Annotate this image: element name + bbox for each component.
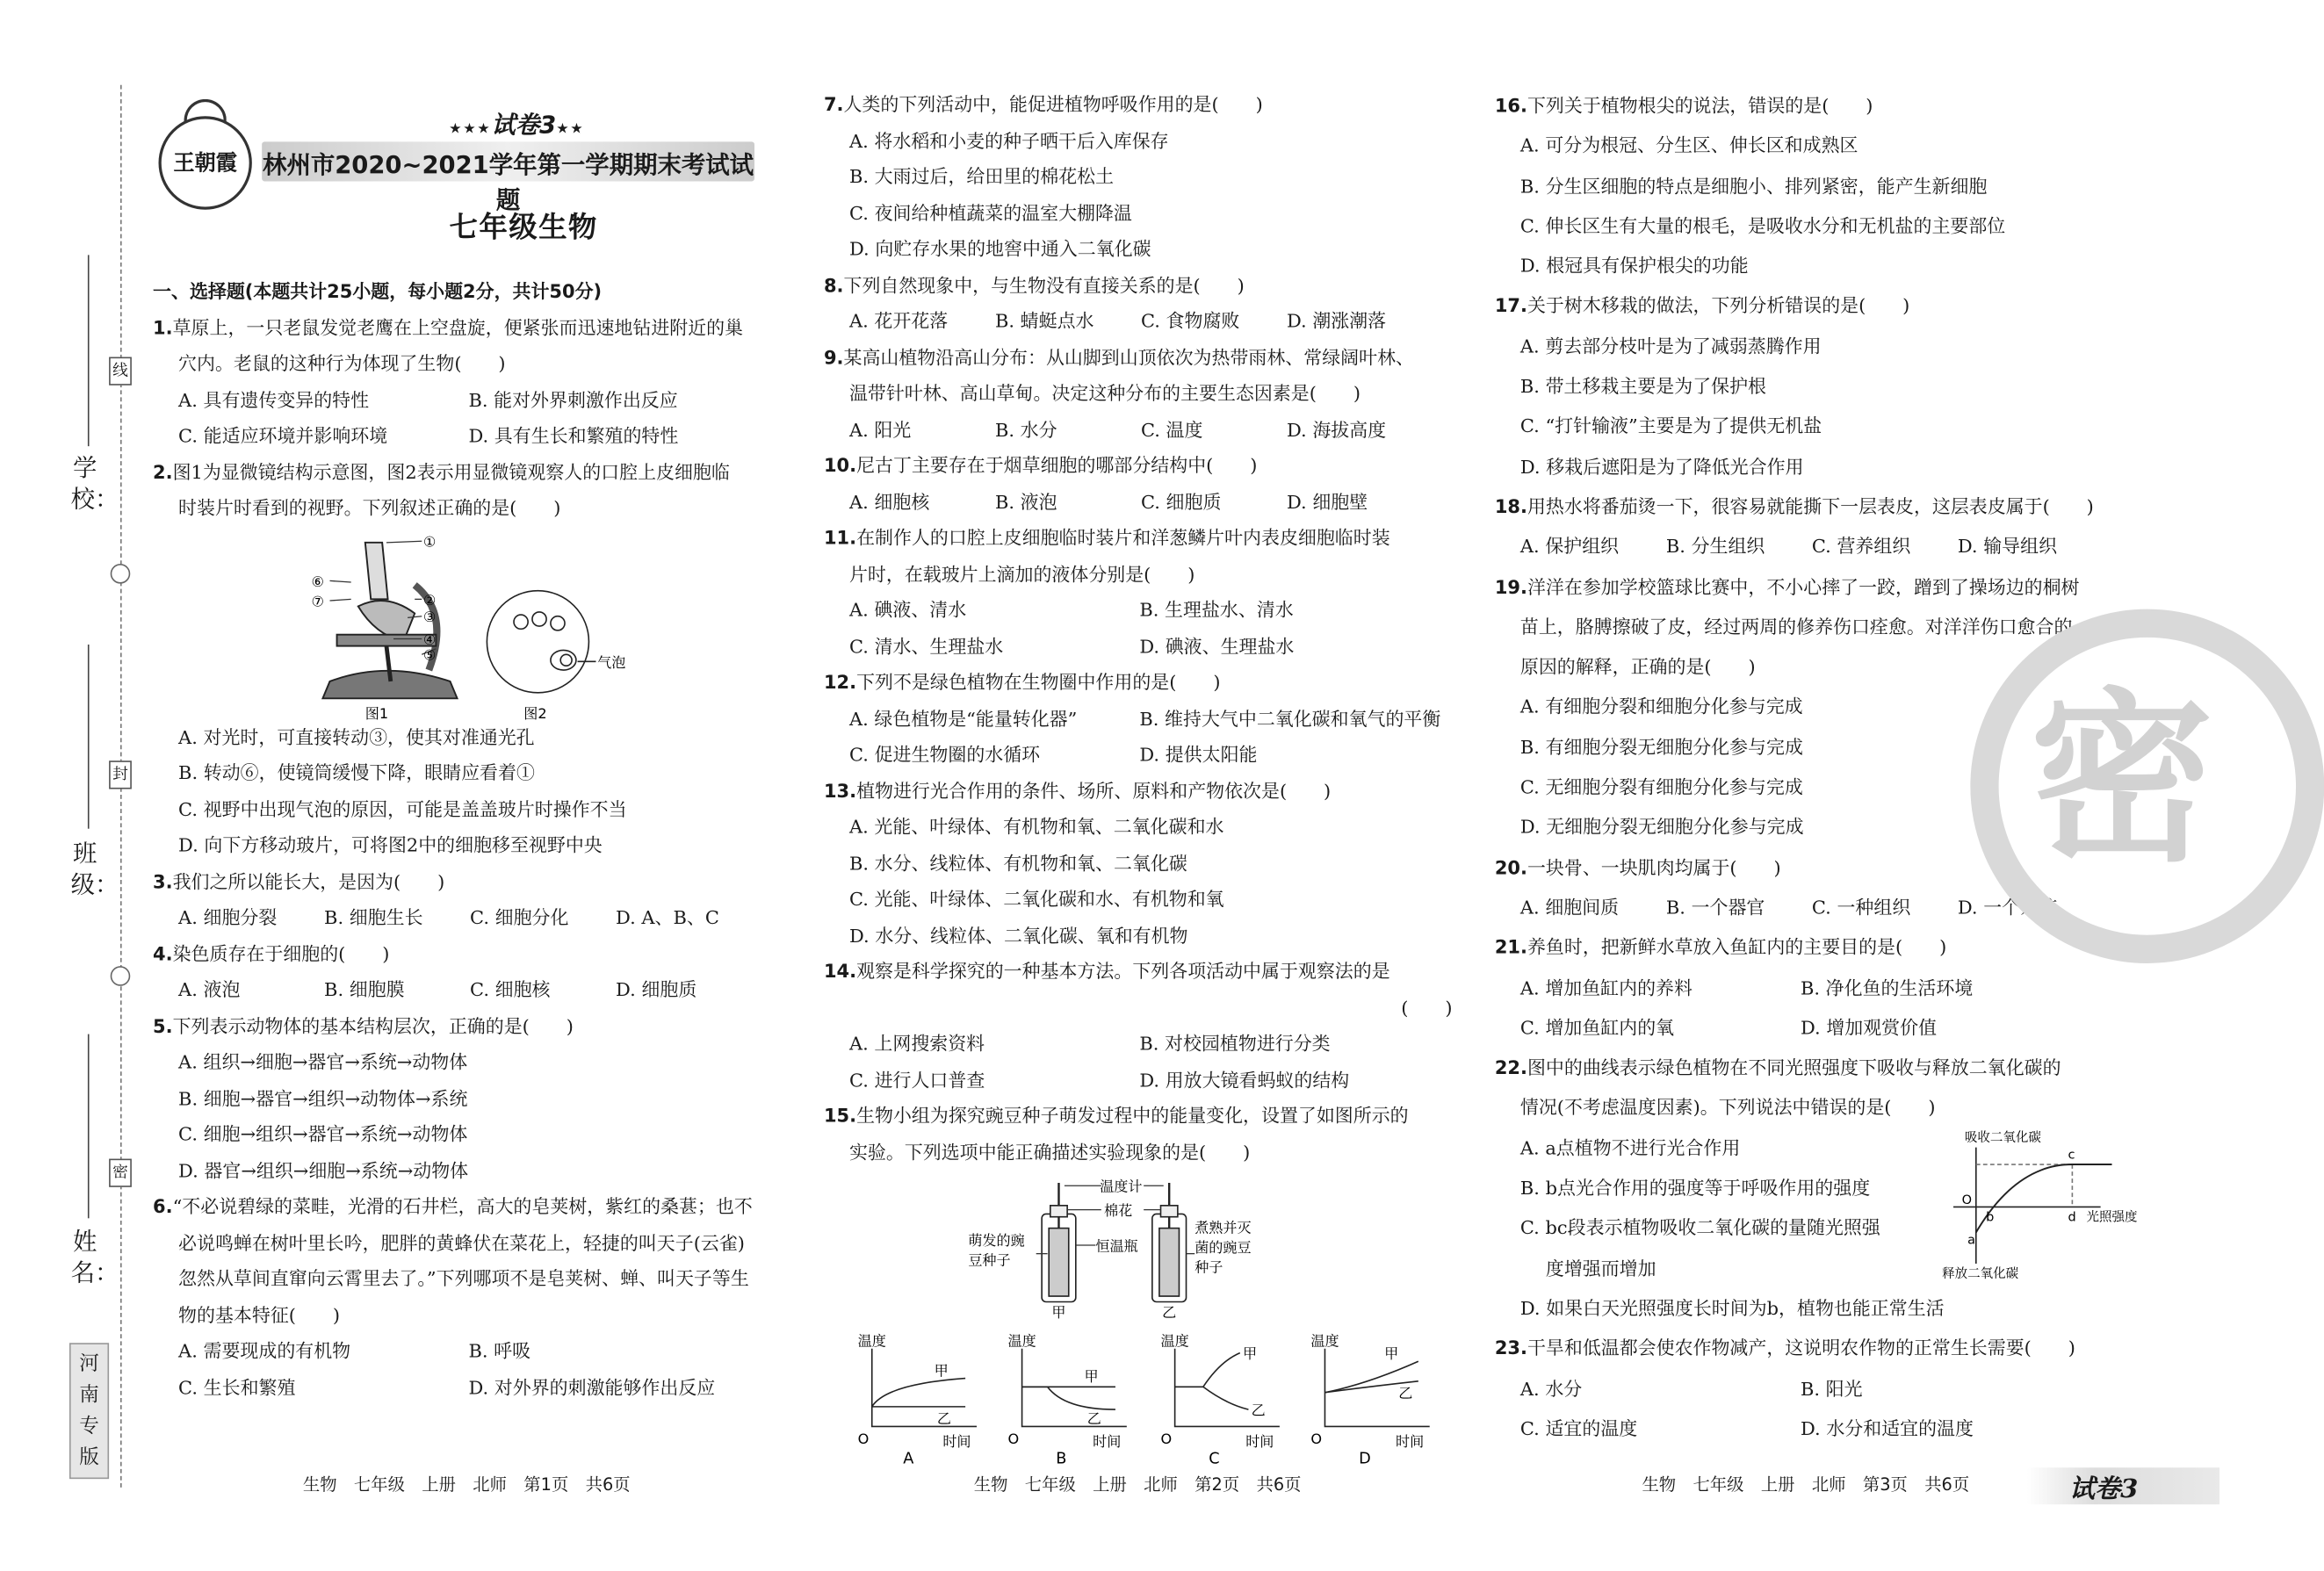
question-number: 10.: [823, 456, 857, 478]
right-flask-label: 煮熟并灭: [1194, 1219, 1252, 1236]
seal-mark-secret: 密: [109, 1159, 132, 1187]
question-text: 温带针叶林、高山草甸。决定这种分布的主要生态因素是( ): [848, 384, 1361, 406]
question-number: 22.: [1494, 1058, 1527, 1080]
microscope-figure: [153, 528, 787, 720]
options-row: [824, 486, 1463, 522]
question-text: 片时，在载玻片上滴加的液体分别是( ): [848, 564, 1195, 587]
thermos-flask-jia: [1042, 1183, 1076, 1302]
option-b[interactable]: B. 阳光: [1800, 1379, 1863, 1401]
question-number: 15.: [823, 1106, 857, 1128]
question-text: 图1为显微镜结构示意图，图2表示用显微镜观察人的口腔上皮细胞临: [172, 462, 730, 484]
options-row: [153, 1371, 787, 1407]
option-c[interactable]: C. 温度: [1140, 420, 1203, 442]
question-text: 下列表示动物体的基本结构层次，正确的是( ): [172, 1016, 574, 1038]
edition-char: 专: [79, 1415, 99, 1438]
question-number: 19.: [1494, 577, 1527, 599]
question-3: [153, 865, 787, 901]
graph-y-label: 温度: [1007, 1332, 1036, 1350]
question-text: 人类的下列活动中，能促进植物呼吸作用的是( ): [843, 95, 1263, 117]
option-b[interactable]: B. 能对外界刺激作出反应: [468, 390, 678, 412]
school-label: 学校：: [70, 454, 119, 515]
option-b[interactable]: B. 对校园植物进行分类: [1139, 1034, 1331, 1056]
option-d[interactable]: D. A、B、C: [616, 908, 719, 930]
paper-number-text: 试卷3: [491, 112, 557, 141]
question-text: 洋洋在参加学校篮球比赛中，不小心摔了一跤，蹭到了操场边的桐树: [1526, 577, 2080, 599]
right-flask-label: 种子: [1194, 1258, 1223, 1276]
question-text: 某高山植物沿高山分布：从山脚到山顶依次为热带雨林、常绿阔叶林、: [843, 348, 1414, 370]
option-a[interactable]: A. a点植物不进行光合作用: [1519, 1138, 1741, 1160]
curve-yi-label: 乙: [1251, 1402, 1266, 1419]
bubble-label: 气泡: [597, 652, 626, 670]
edition-char: 版: [79, 1446, 99, 1469]
question-23: [1495, 1330, 2146, 1371]
binding-hole: [111, 564, 131, 584]
footer-paper-tag: [2027, 1467, 2219, 1504]
footer-paper-tag-text: 试卷3: [2069, 1474, 2139, 1505]
paper-number: [410, 104, 623, 139]
figure-2-caption: 图2: [523, 704, 547, 722]
question-15: [824, 1099, 1463, 1135]
question-number: 6.: [153, 1197, 173, 1219]
graph-x-label: 时间: [1245, 1433, 1274, 1451]
curve-yi-label: 乙: [936, 1410, 952, 1428]
option-a[interactable]: A. 上网搜索资料: [848, 1034, 985, 1056]
option-b[interactable]: B. 带土移栽主要是为了保护根: [1519, 377, 1767, 399]
option-d[interactable]: D. 无细胞分裂无细胞分化参与完成: [1519, 818, 1804, 840]
option-d[interactable]: D. 细胞壁: [1286, 492, 1368, 514]
option-b[interactable]: B. 有细胞分裂无细胞分化参与完成: [1519, 738, 1803, 760]
option-d[interactable]: D. 海拔高度: [1286, 420, 1387, 442]
question-text: 染色质存在于细胞的( ): [172, 944, 390, 966]
options-row: [824, 1063, 1463, 1099]
option-d[interactable]: D. 向贮存水果的地窖中通入二氧化碳: [848, 239, 1151, 261]
option-b[interactable]: B. 净化鱼的生活环境: [1800, 977, 1974, 1000]
option-a[interactable]: A. 保护组织: [1519, 537, 1620, 559]
option-a[interactable]: A. 细胞核: [848, 492, 930, 514]
question-text: 情况(不考虑温度因素)。下列说法中错误的是( ): [1519, 1098, 1936, 1121]
class-label: 班级：: [70, 840, 119, 900]
footer-page-2: 生物 七年级 上册 北师 第2页 共6页: [973, 1474, 1302, 1495]
graph-x-label: 时间: [942, 1433, 971, 1451]
graph-origin: O: [857, 1430, 870, 1447]
question-number: 18.: [1494, 497, 1527, 519]
option-a[interactable]: A. 绿色植物是“能量转化器”: [848, 709, 1078, 731]
option-a[interactable]: A. 将水稻和小麦的种子晒干后入库保存: [848, 131, 1169, 153]
question-4: [153, 937, 787, 973]
options-row: [153, 973, 787, 1009]
answer-bracket: ( ): [1401, 998, 1453, 1020]
left-flask-label: 豆种子: [968, 1251, 1011, 1269]
question-text: 下列关于植物根尖的说法，错误的是( ): [1526, 96, 1873, 118]
q22-body: [1495, 1130, 2146, 1291]
option-a[interactable]: A. 碘液、清水: [848, 600, 967, 623]
left-flask-label: 萌发的豌: [968, 1231, 1025, 1249]
watermark-seal: [1970, 609, 2225, 963]
microscope-label-3: ③: [422, 608, 437, 625]
option-c[interactable]: C. 一种组织: [1811, 897, 1911, 919]
option-a[interactable]: A. 花开花落: [848, 311, 949, 334]
option-c[interactable]: C. 清水、生理盐水: [848, 637, 1004, 659]
options-row: [824, 702, 1463, 738]
microscope-label-6: ⑥: [311, 573, 324, 590]
options-row: [1495, 969, 2146, 1010]
options-row: [824, 413, 1463, 449]
graph-origin: O: [1310, 1430, 1323, 1447]
graph-origin: O: [1007, 1430, 1020, 1447]
question-number: 9.: [823, 348, 844, 370]
options-row: [1495, 1371, 2146, 1411]
school-fill-line: [88, 255, 90, 446]
graph-c-letter[interactable]: C: [1209, 1450, 1220, 1468]
option-a[interactable]: A. 需要现成的有机物: [178, 1341, 351, 1363]
question-17: [1495, 288, 2146, 328]
binding-margin: [0, 0, 141, 1571]
option-b[interactable]: B. 转动⑥，使镜筒缓慢下降，眼睛应看着①: [178, 763, 535, 785]
question-text: 忽然从草间直窜向云霄里去了。”下列哪项不是皂荚树、蝉、叫天子等生: [178, 1269, 749, 1291]
option-a[interactable]: A. 有细胞分裂和细胞分化参与完成: [1519, 697, 1803, 719]
option-a[interactable]: A. 细胞间质: [1519, 897, 1620, 919]
option-d[interactable]: D. 器官→组织→细胞→系统→动物体: [178, 1160, 469, 1183]
option-c[interactable]: C. 能适应环境并影响环境: [178, 426, 388, 448]
question-number: 17.: [1494, 296, 1527, 319]
option-b[interactable]: B. 呼吸: [468, 1341, 531, 1363]
flask-yi-caption: 乙: [1162, 1304, 1177, 1322]
exam-title: 林州市2020~2021学年第一学期期末考试试题: [263, 151, 754, 216]
question-text: 穴内。老鼠的这种行为体现了生物( ): [178, 354, 506, 376]
option-d[interactable]: D. 如果白天光照强度长时间为b，植物也能正常生活: [1519, 1299, 1945, 1321]
question-19: [1495, 569, 2146, 609]
question-12: [824, 666, 1463, 702]
options-row: [153, 383, 787, 419]
option-d[interactable]: D. 具有生长和繁殖的特性: [468, 426, 679, 448]
question-11: [824, 522, 1463, 558]
question-6: [153, 1190, 787, 1226]
option-d[interactable]: D. 输导组织: [1957, 537, 2058, 559]
microscope-label-1: ①: [422, 532, 437, 550]
microscope-label-2: ②: [422, 591, 437, 609]
point-d-label: d: [2068, 1210, 2076, 1225]
question-text: 下列不是绿色植物在生物圈中作用的是( ): [856, 673, 1221, 695]
options-row: [1495, 1410, 2146, 1451]
options-row: [1495, 529, 2146, 569]
thermos-experiment-figure: [824, 1171, 1463, 1469]
graph-d-letter[interactable]: D: [1359, 1450, 1371, 1468]
question-9: [824, 341, 1463, 377]
option-a[interactable]: A. 阳光: [848, 420, 912, 442]
option-d[interactable]: D. 碘液、生理盐水: [1139, 637, 1295, 659]
options-row: [824, 594, 1463, 630]
subject-title: 七年级生物: [449, 209, 598, 244]
option-c[interactable]: C. 适宜的温度: [1519, 1419, 1638, 1441]
question-16: [1495, 88, 2146, 128]
graph-top-label: 吸收二氧化碳: [1964, 1130, 2041, 1145]
option-d[interactable]: D. 细胞质: [616, 980, 697, 1002]
option-a[interactable]: A. 细胞分裂: [178, 908, 278, 930]
question-number: 11.: [823, 528, 857, 550]
column-1: [153, 275, 787, 1407]
option-d[interactable]: D. 向下方移动玻片，可将图2中的细胞移至视野中央: [178, 835, 603, 857]
footer-page-1: 生物 七年级 上册 北师 第1页 共6页: [302, 1474, 631, 1495]
binding-hole: [111, 966, 131, 986]
option-b[interactable]: B. 大雨过后，给田里的棉花松土: [848, 167, 1115, 189]
option-a[interactable]: A. 增加鱼缸内的养料: [1519, 977, 1692, 1000]
question-number: 5.: [153, 1016, 173, 1038]
options-row: [824, 630, 1463, 666]
options-row: [153, 1335, 787, 1371]
column-2: [824, 88, 1463, 1469]
question-text: “不必说碧绿的菜畦，光滑的石井栏，高大的皂荚树，紫红的桑葚；也不: [172, 1197, 753, 1219]
option-c[interactable]: C. 食物腐败: [1140, 311, 1240, 334]
graph-x-label: 时间: [1093, 1433, 1122, 1451]
option-c[interactable]: C. 进行人口普查: [848, 1070, 985, 1092]
curve-yi-label: 乙: [1398, 1385, 1413, 1402]
option-c[interactable]: C. 促进生物圈的水循环: [848, 745, 1041, 767]
flask-jia-caption: 甲: [1051, 1304, 1066, 1322]
question-text: 我们之所以能长大，是因为( ): [172, 871, 445, 894]
question-text: 在制作人的口腔上皮细胞临时装片和洋葱鳞片叶内表皮细胞临时装: [856, 528, 1390, 550]
option-a[interactable]: A. 具有遗传变异的特性: [178, 390, 370, 412]
right-flask-label: 菌的豌豆: [1194, 1239, 1252, 1257]
option-a[interactable]: A. 可分为根冠、分生区、伸长区和成熟区: [1519, 136, 1858, 158]
option-d[interactable]: D. 一个系统: [1957, 897, 2058, 919]
option-c[interactable]: C. 夜间给种植蔬菜的温室大棚降温: [848, 203, 1132, 225]
question-text: 用热水将番茄烫一下，很容易就能撕下一层表皮，这层表皮属于( ): [1526, 497, 2094, 519]
microscope-diagram: [322, 542, 457, 697]
option-c[interactable]: C. 营养组织: [1811, 537, 1911, 559]
microscope-label-7: ⑦: [311, 592, 324, 609]
options-row: [824, 305, 1463, 341]
option-d[interactable]: D. 潮涨潮落: [1286, 311, 1387, 334]
thermometer-label: 温度计: [1100, 1178, 1143, 1195]
question-2: [153, 456, 787, 492]
option-b[interactable]: B. 细胞膜: [324, 980, 405, 1002]
edition-char: 河: [79, 1352, 99, 1376]
question-number: 16.: [1494, 96, 1527, 118]
seal-character: 密: [2030, 671, 2214, 887]
option-d[interactable]: D. 水分和适宜的温度: [1800, 1419, 1974, 1441]
question-13: [824, 775, 1463, 811]
option-b[interactable]: B. 维持大气中二氧化碳和氧气的平衡: [1139, 709, 1441, 731]
option-c[interactable]: C. 伸长区生有大量的根毛，是吸收水分和无机盐的主要部位: [1519, 216, 2006, 238]
option-b[interactable]: B. 细胞→器官→组织→动物体→系统: [178, 1088, 468, 1110]
graph-a: [858, 1332, 977, 1467]
question-number: 1.: [153, 318, 173, 340]
question-number: 2.: [153, 462, 173, 484]
option-c[interactable]: C. 细胞质: [1140, 492, 1222, 514]
option-b[interactable]: B. 分生区细胞的特点是细胞小、排列紧密，能产生新细胞: [1519, 176, 1988, 198]
logo-text: 王朝霞: [173, 149, 237, 177]
options-row: [153, 419, 787, 455]
graph-y-label: 温度: [1160, 1332, 1189, 1350]
seal-mark-seal: 封: [109, 760, 132, 789]
question-text: 苗上，胳膊擦破了皮，经过两周的修养伤口痊愈。对洋洋伤口愈合的: [1519, 617, 2073, 639]
question-text: 植物进行光合作用的条件、场所、原料和产物依次是( ): [856, 781, 1332, 803]
graph-x-label: 光照强度: [2086, 1210, 2138, 1225]
question-22: [1495, 1050, 2146, 1091]
options-row: [824, 1027, 1463, 1063]
graph-b: [1007, 1332, 1126, 1467]
question-number: 20.: [1494, 857, 1527, 880]
edition-char: 南: [79, 1384, 99, 1407]
question-18: [1495, 488, 2146, 529]
question-number: 21.: [1494, 938, 1527, 960]
question-8: [824, 269, 1463, 305]
option-a[interactable]: A. 组织→细胞→器官→系统→动物体: [178, 1052, 468, 1074]
option-b[interactable]: B. 液泡: [994, 492, 1057, 514]
question-text: 关于树木移栽的做法，下列分析错误的是( ): [1526, 296, 1910, 319]
question-number: 8.: [823, 275, 844, 297]
point-c-label: c: [2068, 1148, 2075, 1163]
option-d[interactable]: D. 增加观赏价值: [1800, 1018, 1938, 1040]
option-b[interactable]: B. 一个器官: [1665, 897, 1765, 919]
question-text: 图中的曲线表示绿色植物在不同光照强度下吸收与释放二氧化碳的: [1526, 1058, 2061, 1080]
question-5: [153, 1009, 787, 1045]
curve-jia-label: 甲: [1242, 1345, 1258, 1363]
option-c[interactable]: C. 细胞→组织→器官→系统→动物体: [178, 1124, 468, 1147]
class-fill-line: [88, 645, 90, 829]
name-label: 姓名：: [70, 1228, 119, 1288]
option-d[interactable]: D. 对外界的刺激能够作出反应: [468, 1377, 716, 1400]
edition-badge: [69, 1343, 109, 1479]
microscope-label-4: ④: [422, 631, 437, 648]
option-a[interactable]: A. 光能、叶绿体、有机物和氧、二氧化碳和水: [848, 817, 1224, 839]
question-number: 3.: [153, 871, 173, 894]
graph-y-label: 温度: [1310, 1332, 1339, 1350]
question-text: 必说鸣蝉在树叶里长吟，肥胖的黄蜂伏在菜花上，轻捷的叫天子(云雀): [178, 1233, 745, 1255]
curve-jia-label: 甲: [1084, 1367, 1099, 1385]
question-text: 下列自然现象中，与生物没有直接关系的是( ): [843, 275, 1245, 297]
section-heading: 一、选择题(本题共计25小题，每小题2分，共计50分): [153, 282, 603, 304]
graph-a-letter[interactable]: A: [903, 1450, 914, 1468]
question-text: 实验。下列选项中能正确描述实验现象的是( ): [848, 1142, 1251, 1164]
curve-yi-label: 乙: [1086, 1410, 1101, 1428]
question-number: 23.: [1494, 1338, 1527, 1360]
footer-page-3: 生物 七年级 上册 北师 第3页 共6页: [1642, 1474, 1970, 1495]
option-c[interactable]: C. “打针输液”主要是为了提供无机盐: [1519, 416, 1822, 439]
question-text: 时装片时看到的视野。下列叙述正确的是( ): [178, 498, 561, 521]
options-row: [824, 738, 1463, 774]
graph-c: [1161, 1332, 1280, 1467]
option-c-continued: 度增强而增加: [1545, 1258, 1656, 1280]
question-number: 4.: [153, 944, 173, 966]
option-c[interactable]: C. 无细胞分裂有细胞分化参与完成: [1519, 777, 1803, 799]
cotton-label: 棉花: [1104, 1202, 1133, 1220]
question-number: 12.: [823, 673, 857, 695]
option-d[interactable]: D. 提供太阳能: [1139, 745, 1258, 767]
option-d[interactable]: D. 用放大镜看蚂蚁的结构: [1139, 1070, 1350, 1092]
question-text: 物的基本特征( ): [178, 1305, 341, 1327]
option-c[interactable]: C. 视野中出现气泡的原因，可能是盖盖玻片时操作不当: [178, 799, 627, 821]
graph-x-label: 时间: [1396, 1433, 1425, 1451]
option-d[interactable]: D. 移栽后遮阳是为了降低光合作用: [1519, 457, 1804, 479]
question-number: 13.: [823, 781, 857, 803]
option-d[interactable]: D. 水分、线粒体、二氧化碳、氧和有机物: [848, 926, 1188, 948]
question-7: [824, 88, 1463, 124]
question-number: 7.: [823, 95, 844, 117]
graph-origin: O: [1160, 1430, 1173, 1447]
curve-jia-label: 甲: [1384, 1345, 1399, 1363]
option-c[interactable]: C. 生长和繁殖: [178, 1377, 296, 1400]
point-b-label: b: [1986, 1210, 1995, 1225]
option-c[interactable]: C. 光能、叶绿体、二氧化碳和水、有机物和氧: [848, 890, 1224, 912]
question-number: 14.: [823, 962, 857, 984]
question-10: [824, 449, 1463, 485]
question-text: 生物小组为探究豌豆种子萌发过程中的能量变化，设置了如图所示的: [856, 1106, 1409, 1128]
stars-left: ★★★: [449, 121, 492, 138]
stars-right: ★★: [556, 121, 585, 138]
option-b[interactable]: B. 生理盐水、清水: [1139, 600, 1294, 623]
curve-jia-label: 甲: [934, 1362, 949, 1380]
question-text: 原因的解释，正确的是( ): [1519, 657, 1756, 679]
microscope-label-5: ⑤: [422, 645, 437, 663]
seal-mark-line: 线: [109, 357, 132, 386]
option-b[interactable]: B. b点光合作用的强度等于呼吸作用的强度: [1519, 1178, 1871, 1200]
question-text: 观察是科学探究的一种基本方法。下列各项活动中属于观察法的是: [856, 962, 1390, 984]
option-a[interactable]: A. 对光时，可直接转动③，使其对准通光孔: [178, 727, 535, 749]
option-b[interactable]: B. 水分: [994, 420, 1057, 442]
question-14: [824, 955, 1463, 991]
option-b[interactable]: B. 细胞生长: [324, 908, 423, 930]
option-b[interactable]: B. 水分、线粒体、有机物和氧、二氧化碳: [848, 853, 1187, 876]
publisher-logo: [155, 99, 255, 219]
flask-label: 恒温瓶: [1095, 1237, 1138, 1255]
option-b[interactable]: B. 分生组织: [1665, 537, 1765, 559]
question-text: 尼古丁主要存在于烟草细胞的哪部分结构中( ): [856, 456, 1258, 478]
option-a[interactable]: A. 液泡: [178, 980, 241, 1002]
graph-y-label: 温度: [857, 1332, 886, 1350]
option-b[interactable]: B. 蜻蜓点水: [994, 311, 1094, 334]
option-c[interactable]: C. 细胞核: [470, 980, 551, 1002]
point-a-label: a: [1967, 1232, 1976, 1247]
name-fill-line: [88, 1034, 90, 1219]
figure-1-caption: 图1: [364, 704, 389, 722]
question-text: 干旱和低温都会使农作物减产，这说明农作物的正常生长需要( ): [1526, 1338, 2075, 1360]
graph-d: [1310, 1332, 1429, 1467]
question-text: 一块骨、一块肌肉均属于( ): [1526, 857, 1781, 880]
option-c[interactable]: C. bc段表示植物吸收二氧化碳的量随光照强: [1519, 1218, 1880, 1241]
graph-bottom-label: 释放二氧化碳: [1942, 1266, 2019, 1281]
field-of-view-diagram: [487, 590, 595, 692]
graph-origin: O: [1961, 1193, 1973, 1207]
thermos-flask-yi: [1152, 1183, 1187, 1302]
option-c[interactable]: C. 增加鱼缸内的氧: [1519, 1018, 1675, 1040]
question-text: 养鱼时，把新鲜水草放入鱼缸内的主要目的是( ): [1526, 938, 1947, 960]
question-1: [153, 311, 787, 347]
option-c[interactable]: C. 细胞分化: [470, 908, 569, 930]
options-row: [1495, 1010, 2146, 1050]
co2-light-graph: [1919, 1128, 2138, 1283]
graph-b-letter[interactable]: B: [1056, 1450, 1067, 1468]
option-d[interactable]: D. 根冠具有保护根尖的功能: [1519, 256, 1749, 278]
option-a[interactable]: A. 剪去部分枝叶是为了减弱蒸腾作用: [1519, 336, 1822, 358]
options-row: [153, 901, 787, 937]
option-a[interactable]: A. 水分: [1519, 1379, 1583, 1401]
question-text: 草原上，一只老鼠发觉老鹰在上空盘旋，便紧张而迅速地钻进附近的巢: [172, 318, 744, 340]
